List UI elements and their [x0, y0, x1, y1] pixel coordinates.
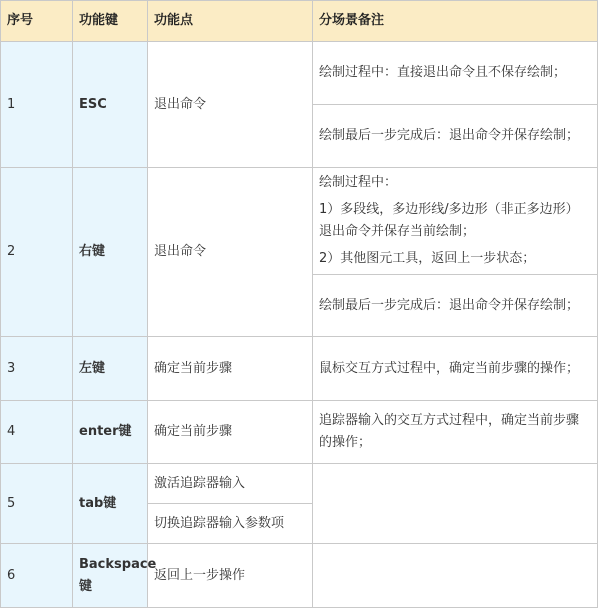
header-index: 序号 [1, 1, 73, 42]
row-point: 激活追踪器输入 [148, 464, 313, 504]
row-point: 返回上一步操作 [148, 544, 313, 608]
row-note-empty [313, 544, 598, 608]
note-text: 绘制最后一步完成后：退出命令并保存绘制； [319, 297, 580, 313]
header-point: 功能点 [148, 1, 313, 42]
table-row [1, 337, 598, 401]
note-text: 2）其他图元工具，返回上一步状态； [319, 251, 536, 266]
header-key: 功能键 [73, 1, 148, 42]
row-key: Backspace键 [73, 544, 148, 608]
row-point: 确定当前步骤 [148, 337, 313, 401]
table-row [1, 42, 598, 105]
row-key: ESC [73, 42, 148, 168]
note-text: 1）多段线，多边形线/多边形（非正多边形）退出命令并保存当前绘制； [319, 202, 579, 239]
row-note [313, 275, 598, 337]
row-key: enter键 [73, 401, 148, 464]
note-text: 鼠标交互方式过程中，确定当前步骤的操作； [319, 360, 580, 376]
row-key: 右键 [73, 168, 148, 337]
row-note [313, 337, 598, 401]
note-text: 绘制最后一步完成后：退出命令并保存绘制； [319, 128, 580, 143]
table-row [1, 544, 598, 608]
row-point: 退出命令 [148, 168, 313, 337]
note-text: 追踪器输入的交互方式过程中，确定当前步骤的操作； [319, 413, 580, 450]
row-point: 确定当前步骤 [148, 401, 313, 464]
row-note [313, 42, 598, 105]
row-key: tab键 [73, 464, 148, 544]
table-header-row [1, 1, 598, 42]
row-index: 4 [1, 401, 73, 464]
row-note [313, 105, 598, 168]
table-row [1, 168, 598, 275]
row-index: 6 [1, 544, 73, 608]
row-index: 3 [1, 337, 73, 401]
table-row [1, 464, 598, 504]
row-point: 切换追踪器输入参数项 [148, 504, 313, 544]
note-text: 绘制过程中： [319, 175, 398, 190]
row-point: 退出命令 [148, 42, 313, 168]
row-index: 1 [1, 42, 73, 168]
row-key: 左键 [73, 337, 148, 401]
row-index: 5 [1, 464, 73, 544]
note-text: 绘制过程中：直接退出命令且不保存绘制； [319, 65, 567, 80]
row-index: 2 [1, 168, 73, 337]
header-note: 分场景备注 [313, 1, 598, 42]
table-row [1, 401, 598, 464]
row-note-empty [313, 464, 598, 544]
row-note [313, 401, 598, 464]
row-note [313, 168, 598, 275]
